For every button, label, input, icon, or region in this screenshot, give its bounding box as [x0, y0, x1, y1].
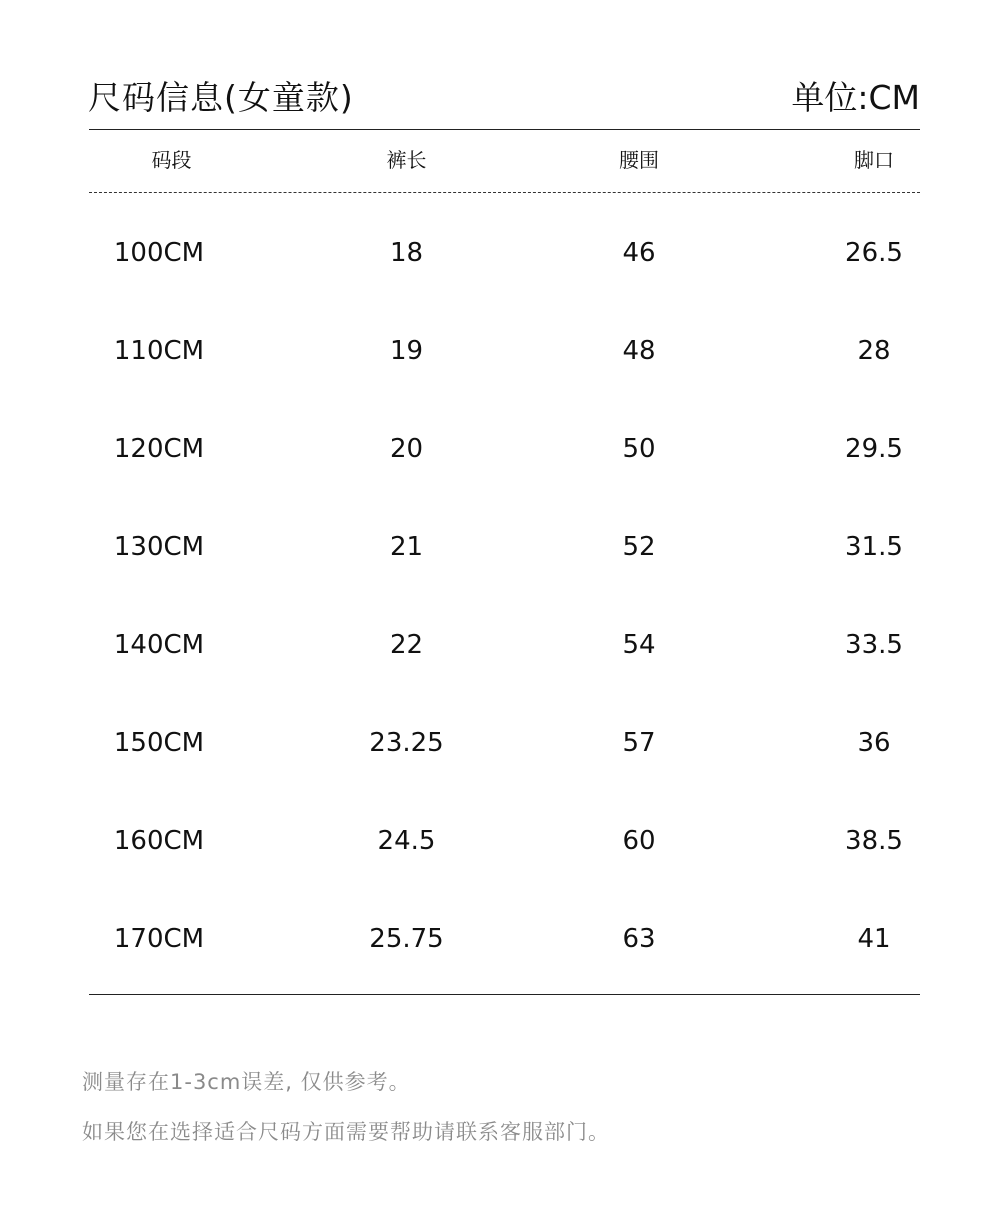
length-cell: 21	[389, 532, 424, 562]
size-table-body	[89, 204, 920, 988]
table-row	[89, 694, 920, 792]
size-cell: 170CM	[113, 924, 205, 954]
size-cell: 150CM	[113, 728, 205, 758]
length-cell: 19	[389, 336, 424, 366]
leg-opening-cell: 36	[857, 728, 891, 758]
waist-cell: 60	[622, 826, 656, 856]
table-row	[89, 498, 920, 596]
table-top-rule	[89, 129, 920, 130]
table-row	[89, 792, 920, 890]
waist-cell: 46	[622, 238, 656, 268]
length-cell: 25.75	[369, 924, 444, 954]
help-note: 如果您在选择适合尺码方面需要帮助请联系客服部门。	[82, 1120, 610, 1144]
header-leg-opening: 脚口	[854, 148, 894, 172]
size-cell: 140CM	[113, 630, 205, 660]
waist-cell: 50	[622, 434, 656, 464]
waist-cell: 54	[622, 630, 656, 660]
table-row	[89, 400, 920, 498]
unit-label: 单位:CM	[791, 78, 920, 117]
waist-cell: 52	[622, 532, 656, 562]
size-cell: 120CM	[113, 434, 205, 464]
length-cell: 23.25	[369, 728, 444, 758]
leg-opening-cell: 29.5	[845, 434, 903, 464]
leg-opening-cell: 31.5	[845, 532, 903, 562]
size-cell: 130CM	[113, 532, 205, 562]
leg-opening-cell: 38.5	[845, 826, 903, 856]
length-cell: 20	[389, 434, 424, 464]
header-waist: 腰围	[619, 148, 659, 172]
header-size-range: 码段	[151, 148, 192, 172]
measurement-note: 测量存在1-3cm误差, 仅供参考。	[82, 1070, 411, 1094]
leg-opening-cell: 33.5	[845, 630, 903, 660]
size-cell: 110CM	[113, 336, 205, 366]
leg-opening-cell: 26.5	[845, 238, 903, 268]
page-title: 尺码信息(女童款)	[88, 78, 354, 117]
header-divider	[89, 192, 920, 193]
table-row	[89, 302, 920, 400]
waist-cell: 63	[622, 924, 656, 954]
table-row	[89, 204, 920, 302]
table-row	[89, 890, 920, 988]
length-cell: 22	[389, 630, 424, 660]
table-bottom-rule	[89, 994, 920, 995]
length-cell: 24.5	[377, 826, 436, 856]
table-row	[89, 596, 920, 694]
size-cell: 160CM	[113, 826, 205, 856]
table-header-row	[89, 143, 920, 177]
waist-cell: 57	[622, 728, 656, 758]
leg-opening-cell: 41	[857, 924, 891, 954]
header-pants-length: 裤长	[386, 148, 427, 172]
leg-opening-cell: 28	[857, 336, 891, 366]
size-cell: 100CM	[113, 238, 205, 268]
waist-cell: 48	[622, 336, 656, 366]
length-cell: 18	[389, 238, 424, 268]
